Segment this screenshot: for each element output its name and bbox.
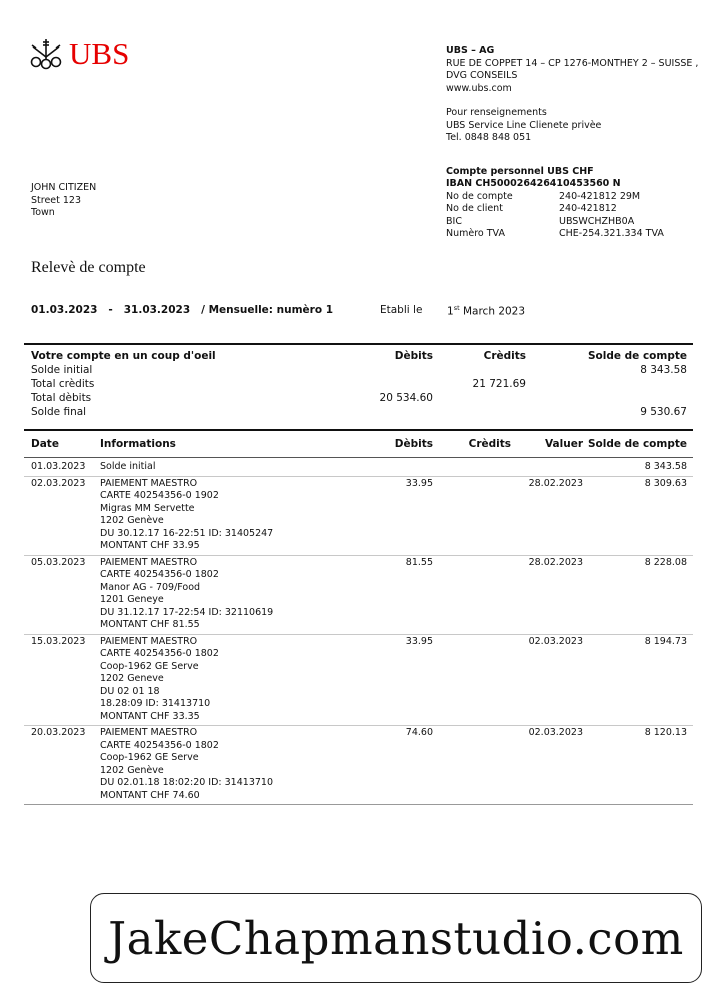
etabli-suffix: st bbox=[453, 304, 460, 312]
summary-debits-header: Dèbits bbox=[394, 350, 433, 362]
info-line: MONTANT CHF 81.55 bbox=[100, 619, 200, 630]
info-line: Migras MM Servette bbox=[100, 502, 195, 514]
account-iban: IBAN CH500026426410453560 N bbox=[446, 178, 621, 189]
account-summary bbox=[31, 349, 687, 419]
info-line: CARTE 40254356-0 1902 bbox=[100, 490, 219, 501]
field-label: No de compte bbox=[446, 190, 513, 202]
table-bottom-rule bbox=[24, 804, 693, 805]
header-credits: Crèdits bbox=[468, 438, 511, 450]
row-debit: 33.95 bbox=[405, 635, 433, 647]
row-separator bbox=[24, 555, 693, 556]
bank-tel: Tel. 0848 848 051 bbox=[446, 132, 532, 143]
customer-street: Street 123 bbox=[31, 194, 82, 206]
info-line: Solde initial bbox=[100, 461, 156, 472]
field-label: Numèro TVA bbox=[446, 228, 505, 239]
three-keys-icon bbox=[27, 37, 65, 71]
summary-label: Total dèbits bbox=[31, 392, 92, 404]
customer-name: JOHN CITIZEN bbox=[31, 182, 97, 193]
summary-balance-header: Solde de compte bbox=[588, 350, 687, 362]
row-information bbox=[100, 636, 687, 724]
header-balance: Solde de compte bbox=[588, 438, 687, 450]
row-valuer: 28.02.2023 bbox=[528, 556, 583, 568]
account-field bbox=[446, 216, 706, 229]
row-information bbox=[100, 461, 687, 474]
table-row bbox=[31, 636, 687, 724]
info-line: MONTANT CHF 33.35 bbox=[100, 710, 200, 722]
info-line: DU 30.12.17 16-22:51 ID: 31405247 bbox=[100, 527, 274, 539]
bank-info bbox=[446, 45, 706, 241]
info-line: CARTE 40254356-0 1802 bbox=[100, 739, 219, 751]
summary-top-rule bbox=[24, 343, 693, 345]
info-line: MONTANT CHF 74.60 bbox=[100, 789, 200, 801]
info-line: PAIEMENT MAESTRO bbox=[100, 556, 198, 568]
info-line: DU 02.01.18 18:02:20 ID: 31413710 bbox=[100, 777, 273, 788]
info-line: CARTE 40254356-0 1802 bbox=[100, 648, 219, 659]
table-row bbox=[31, 478, 687, 553]
bank-address-line2: DVG CONSEILS bbox=[446, 70, 518, 81]
field-value: 240-421812 bbox=[559, 203, 617, 214]
info-line: Manor AG - 709/Food bbox=[100, 581, 201, 593]
etabli-label: Etabli le bbox=[380, 304, 423, 316]
row-separator bbox=[24, 725, 693, 726]
summary-balance: 9 530.67 bbox=[640, 406, 687, 418]
summary-debit: 20 534.60 bbox=[379, 392, 433, 404]
field-value: 240-421812 29M bbox=[559, 190, 641, 202]
info-line: 1202 Genève bbox=[100, 764, 164, 776]
row-information bbox=[100, 478, 687, 553]
row-balance: 8 120.13 bbox=[644, 727, 687, 738]
summary-label: Total crèdits bbox=[31, 378, 95, 390]
field-value: CHE-254.321.334 TVA bbox=[559, 228, 664, 239]
row-date: 20.03.2023 bbox=[31, 727, 86, 738]
row-balance: 8 194.73 bbox=[644, 635, 687, 647]
row-separator bbox=[24, 476, 693, 477]
info-line: 18.28:09 ID: 31413710 bbox=[100, 698, 211, 709]
customer-town: Town bbox=[31, 207, 55, 218]
row-balance: 8 343.58 bbox=[644, 461, 687, 472]
row-date: 05.03.2023 bbox=[31, 556, 86, 568]
info-line: CARTE 40254356-0 1802 bbox=[100, 569, 219, 580]
row-debit: 33.95 bbox=[405, 477, 433, 489]
row-valuer: 28.02.2023 bbox=[528, 477, 583, 489]
etabli-day: 1 bbox=[447, 305, 454, 318]
watermark-text: JakeChapmanstudio.com bbox=[108, 911, 684, 965]
service-line: UBS Service Line Clienete privèe bbox=[446, 119, 602, 131]
summary-label: Solde initial bbox=[31, 364, 93, 376]
info-line: 1202 Geneve bbox=[100, 673, 164, 684]
table-row bbox=[31, 557, 687, 632]
info-line: Coop-1962 GE Serve bbox=[100, 660, 199, 672]
bank-name: UBS – AG bbox=[446, 45, 495, 56]
bank-website: www.ubs.com bbox=[446, 82, 512, 94]
row-debit: 74.60 bbox=[405, 727, 433, 738]
info-line: DU 31.12.17 17-22:54 ID: 32110619 bbox=[100, 606, 274, 618]
summary-row bbox=[31, 391, 687, 405]
row-information bbox=[100, 557, 687, 632]
info-line: PAIEMENT MAESTRO bbox=[100, 635, 198, 647]
transactions-header bbox=[31, 438, 687, 454]
etabli-rest: March 2023 bbox=[462, 305, 526, 318]
table-row bbox=[31, 727, 687, 802]
summary-title: Votre compte en un coup d'oeil bbox=[31, 350, 216, 362]
info-line: Coop-1962 GE Serve bbox=[100, 752, 199, 763]
table-row bbox=[31, 461, 687, 474]
summary-row bbox=[31, 377, 687, 391]
header-debits: Dèbits bbox=[394, 438, 433, 450]
summary-balance: 8 343.58 bbox=[640, 364, 687, 376]
ubs-logo bbox=[27, 36, 129, 72]
field-label: No de client bbox=[446, 203, 503, 214]
info-line: 1201 Geneye bbox=[100, 594, 164, 605]
row-balance: 8 228.08 bbox=[644, 556, 687, 568]
logo-text: UBS bbox=[69, 36, 130, 71]
summary-row bbox=[31, 405, 687, 419]
watermark-box bbox=[90, 893, 702, 983]
statement-title: Relevè de compte bbox=[31, 259, 146, 276]
field-value: UBSWCHZHB0A bbox=[559, 215, 635, 227]
account-field bbox=[446, 203, 706, 216]
row-date: 01.03.2023 bbox=[31, 461, 86, 472]
transactions-table bbox=[31, 461, 687, 806]
info-title: Pour renseignements bbox=[446, 107, 547, 118]
row-debit: 81.55 bbox=[405, 556, 433, 568]
header-date: Date bbox=[31, 438, 59, 450]
account-field bbox=[446, 191, 706, 204]
etabli-date bbox=[447, 304, 525, 318]
account-field bbox=[446, 228, 706, 241]
summary-credit: 21 721.69 bbox=[472, 378, 526, 390]
row-valuer: 02.03.2023 bbox=[528, 635, 583, 647]
summary-label: Solde final bbox=[31, 406, 87, 418]
row-separator bbox=[24, 634, 693, 635]
summary-row bbox=[31, 363, 687, 377]
row-valuer: 02.03.2023 bbox=[528, 727, 583, 738]
bank-address-line1: RUE DE COPPET 14 – CP 1276-MONTHEY 2 – SUISSE , bbox=[446, 57, 699, 69]
statement-period: 01.03.2023 - 31.03.2023 / Mensuelle: numèro 1 bbox=[31, 304, 334, 316]
summary-credits-header: Crèdits bbox=[483, 350, 526, 362]
row-information bbox=[100, 727, 687, 802]
table-top-rule bbox=[24, 429, 693, 431]
summary-header bbox=[31, 349, 687, 363]
header-rule bbox=[24, 457, 693, 458]
row-date: 02.03.2023 bbox=[31, 477, 86, 489]
info-line: PAIEMENT MAESTRO bbox=[100, 727, 198, 738]
info-line: DU 02 01 18 bbox=[100, 685, 160, 697]
header-info: Informations bbox=[100, 438, 176, 450]
info-line: MONTANT CHF 33.95 bbox=[100, 540, 200, 551]
info-line: 1202 Genève bbox=[100, 515, 164, 526]
account-title: Compte personnel UBS CHF bbox=[446, 165, 594, 177]
row-date: 15.03.2023 bbox=[31, 635, 86, 647]
customer-address bbox=[31, 182, 96, 220]
field-label: BIC bbox=[446, 215, 462, 227]
header-valuer: Valuer bbox=[544, 438, 583, 450]
info-line: PAIEMENT MAESTRO bbox=[100, 477, 198, 489]
row-balance: 8 309.63 bbox=[644, 477, 687, 489]
